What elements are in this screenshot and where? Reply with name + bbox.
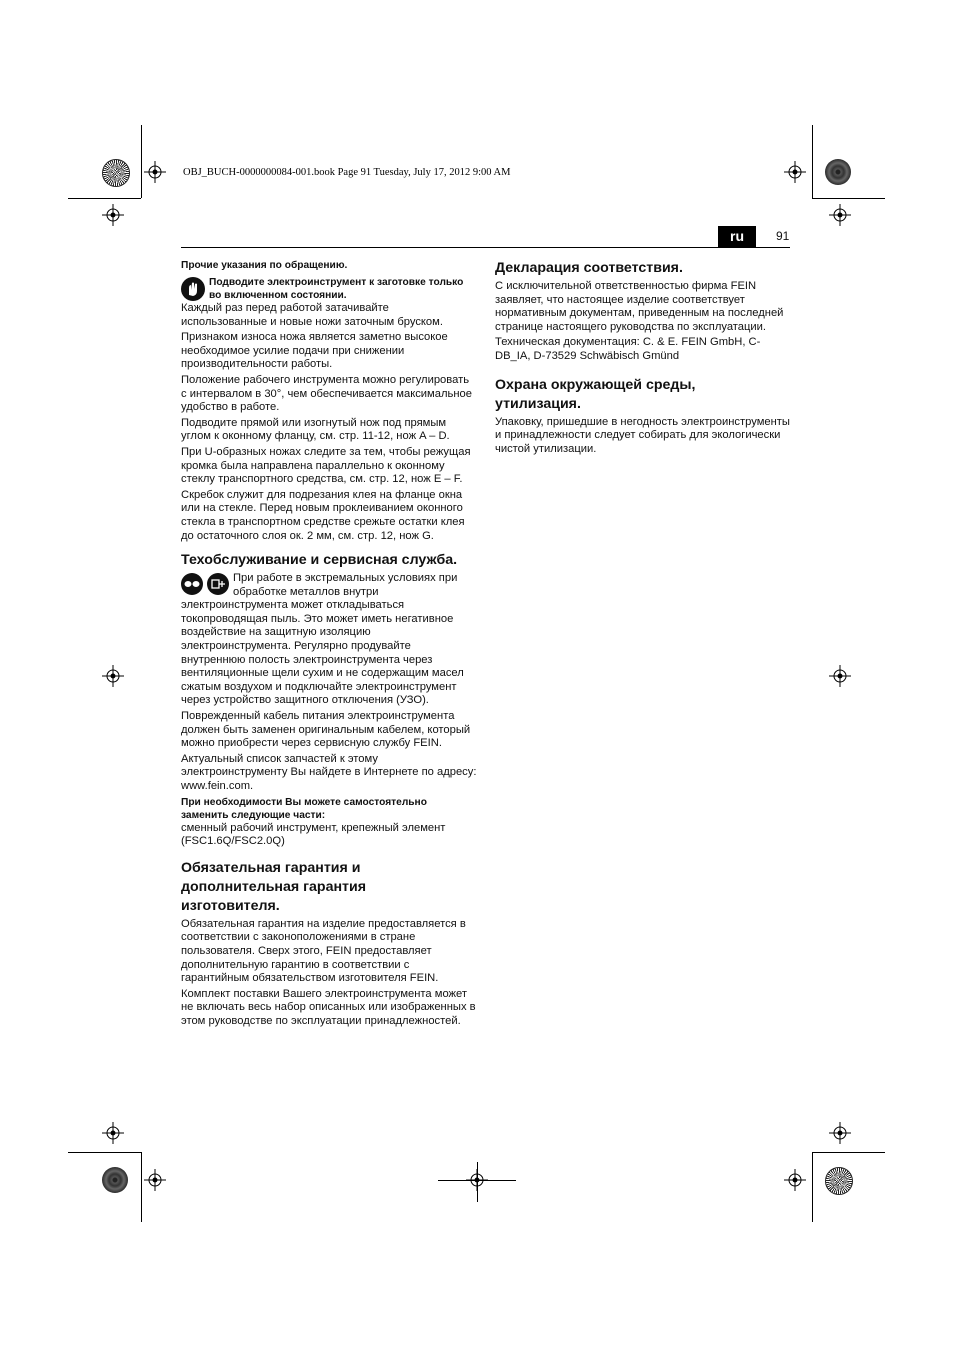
registration-mark-icon xyxy=(144,161,166,183)
left-column xyxy=(181,259,477,1031)
paragraph: Упаковку, пришедшие в негодность электроинструменты и принадлежности следует собирать для экологически чистой утилизации. xyxy=(495,415,790,455)
paragraph: Обязательная гарантия на изделие предоставляется в соответствии с законоположениями в стране пользователя. Сверх этого, FEIN предоставляет дополнительную гарантию в соответствии с гарантийным обязательством изготовителя FEIN. xyxy=(181,917,466,985)
paragraph: При U-образных ножах следите за тем, чтобы режущая кромка была направлена параллельно к оконному стеклу транспортного средства, см. стр. 12, нож E – F. xyxy=(181,445,471,486)
paragraph: Скребок служит для подрезания клея на фланце окна или на стекле. Перед новым проклеиванием оконного стекла в транспортном средстве срежьте остатки клея до остаточного слоя ок. 2 мм, см. стр. 12, нож G. xyxy=(181,488,465,542)
registration-mark-icon xyxy=(102,665,124,687)
note-text: Подводите электроинструмент к заготовке только во включенном состоянии. xyxy=(209,277,464,301)
note-row xyxy=(181,276,477,302)
service-paragraph-with-icons xyxy=(181,572,477,708)
registration-mark-icon xyxy=(829,204,851,226)
paragraph: При работе в экстремальных условиях при обработке металлов внутри электроинструмента может откладываться токопроводящая пыль. Это может иметь негативное воздействие на защитную изоляцию электроинструмента. Регулярно продувайте внутреннюю полость электроинструмента через вентиляционные щели сухим и не содержащим масел сжатым воздухом и подключайте электроинструмент через устройство защитного отключения (УЗО). xyxy=(181,572,464,707)
header-rule xyxy=(181,247,790,248)
print-slug: OBJ_BUCH-0000000084-001.book Page 91 Tuesday, July 17, 2012 9:00 AM xyxy=(183,167,511,178)
paragraph: С исключительной ответственностью фирма FEIN заявляет, что настоящее изделие соответствует нормативным документам, приведенным на последней странице настоящего руководства по эксплуатации. xyxy=(495,280,784,333)
section-title-other: Прочие указания по обращению. xyxy=(181,260,348,271)
right-column xyxy=(495,259,791,458)
section-title-declaration: Декларация соответствия. xyxy=(495,260,683,276)
section-title-warranty: Обязательная гарантия и дополнительная гарантия изготовителя. xyxy=(181,859,366,914)
paragraph: Комплект поставки Вашего электроинструмента может не включать весь набор описанных или изображенных в этом руководстве по эксплуатации принадлежностей. xyxy=(181,987,476,1027)
registration-mark-icon xyxy=(784,1169,806,1191)
note-text: При необходимости Вы можете самостоятельно заменить следующие части: xyxy=(181,796,427,821)
color-wheel-icon xyxy=(102,159,130,187)
section-title-environment: Охрана окружающей среды, утилизация. xyxy=(495,376,696,412)
paragraph: Каждый раз перед работой затачивайте использованные и новые ножи заточным бруском. xyxy=(181,302,443,328)
paragraph: Подводите прямой или изогнутый нож под прямым углом к оконному фланцу, см. стр. 11-12, нож A – D. xyxy=(181,416,450,443)
paragraph: Положение рабочего инструмента можно регулировать с интервалом в 30°, чем обеспечивается максимальное удобство в работе. xyxy=(181,373,472,414)
registration-mark-icon xyxy=(466,1169,488,1191)
page-number: 91 xyxy=(776,229,790,243)
color-wheel-icon xyxy=(102,1167,128,1193)
paragraph: Техническая документация: C. & E. FEIN GmbH, C-DB_IA, D-73529 Schwäbisch Gmünd xyxy=(495,336,761,362)
section-title-service: Техобслуживание и сервисная служба. xyxy=(181,552,458,569)
registration-mark-icon xyxy=(102,204,124,226)
registration-mark-icon xyxy=(784,161,806,183)
paragraph: Актуальный список запчастей к этому электроинструменту Вы найдете в Интернете по адресу: www.fein.com. xyxy=(181,752,477,792)
registration-mark-icon xyxy=(102,1122,124,1144)
safety-goggles-icon xyxy=(181,573,203,595)
paragraph: сменный рабочий инструмент, крепежный элемент (FSC1.6Q/FSC2.0Q) xyxy=(181,821,446,848)
paragraph: Признаком износа ножа является заметно высокое необходимое усилие подачи при снижении производительности работы. xyxy=(181,331,448,371)
language-tab: ru xyxy=(718,226,756,247)
wrench-hand-icon xyxy=(181,277,205,301)
color-wheel-icon xyxy=(825,159,851,185)
color-wheel-icon xyxy=(825,1167,853,1195)
registration-mark-icon xyxy=(829,1122,851,1144)
rcd-plug-icon xyxy=(207,573,229,595)
icon-group xyxy=(181,573,229,595)
registration-mark-icon xyxy=(829,665,851,687)
paragraph: Поврежденный кабель питания электроинструмента должен быть заменен оригинальным кабелем, который можно приобрести через сервисную службу FEIN. xyxy=(181,710,471,750)
registration-mark-icon xyxy=(144,1169,166,1191)
